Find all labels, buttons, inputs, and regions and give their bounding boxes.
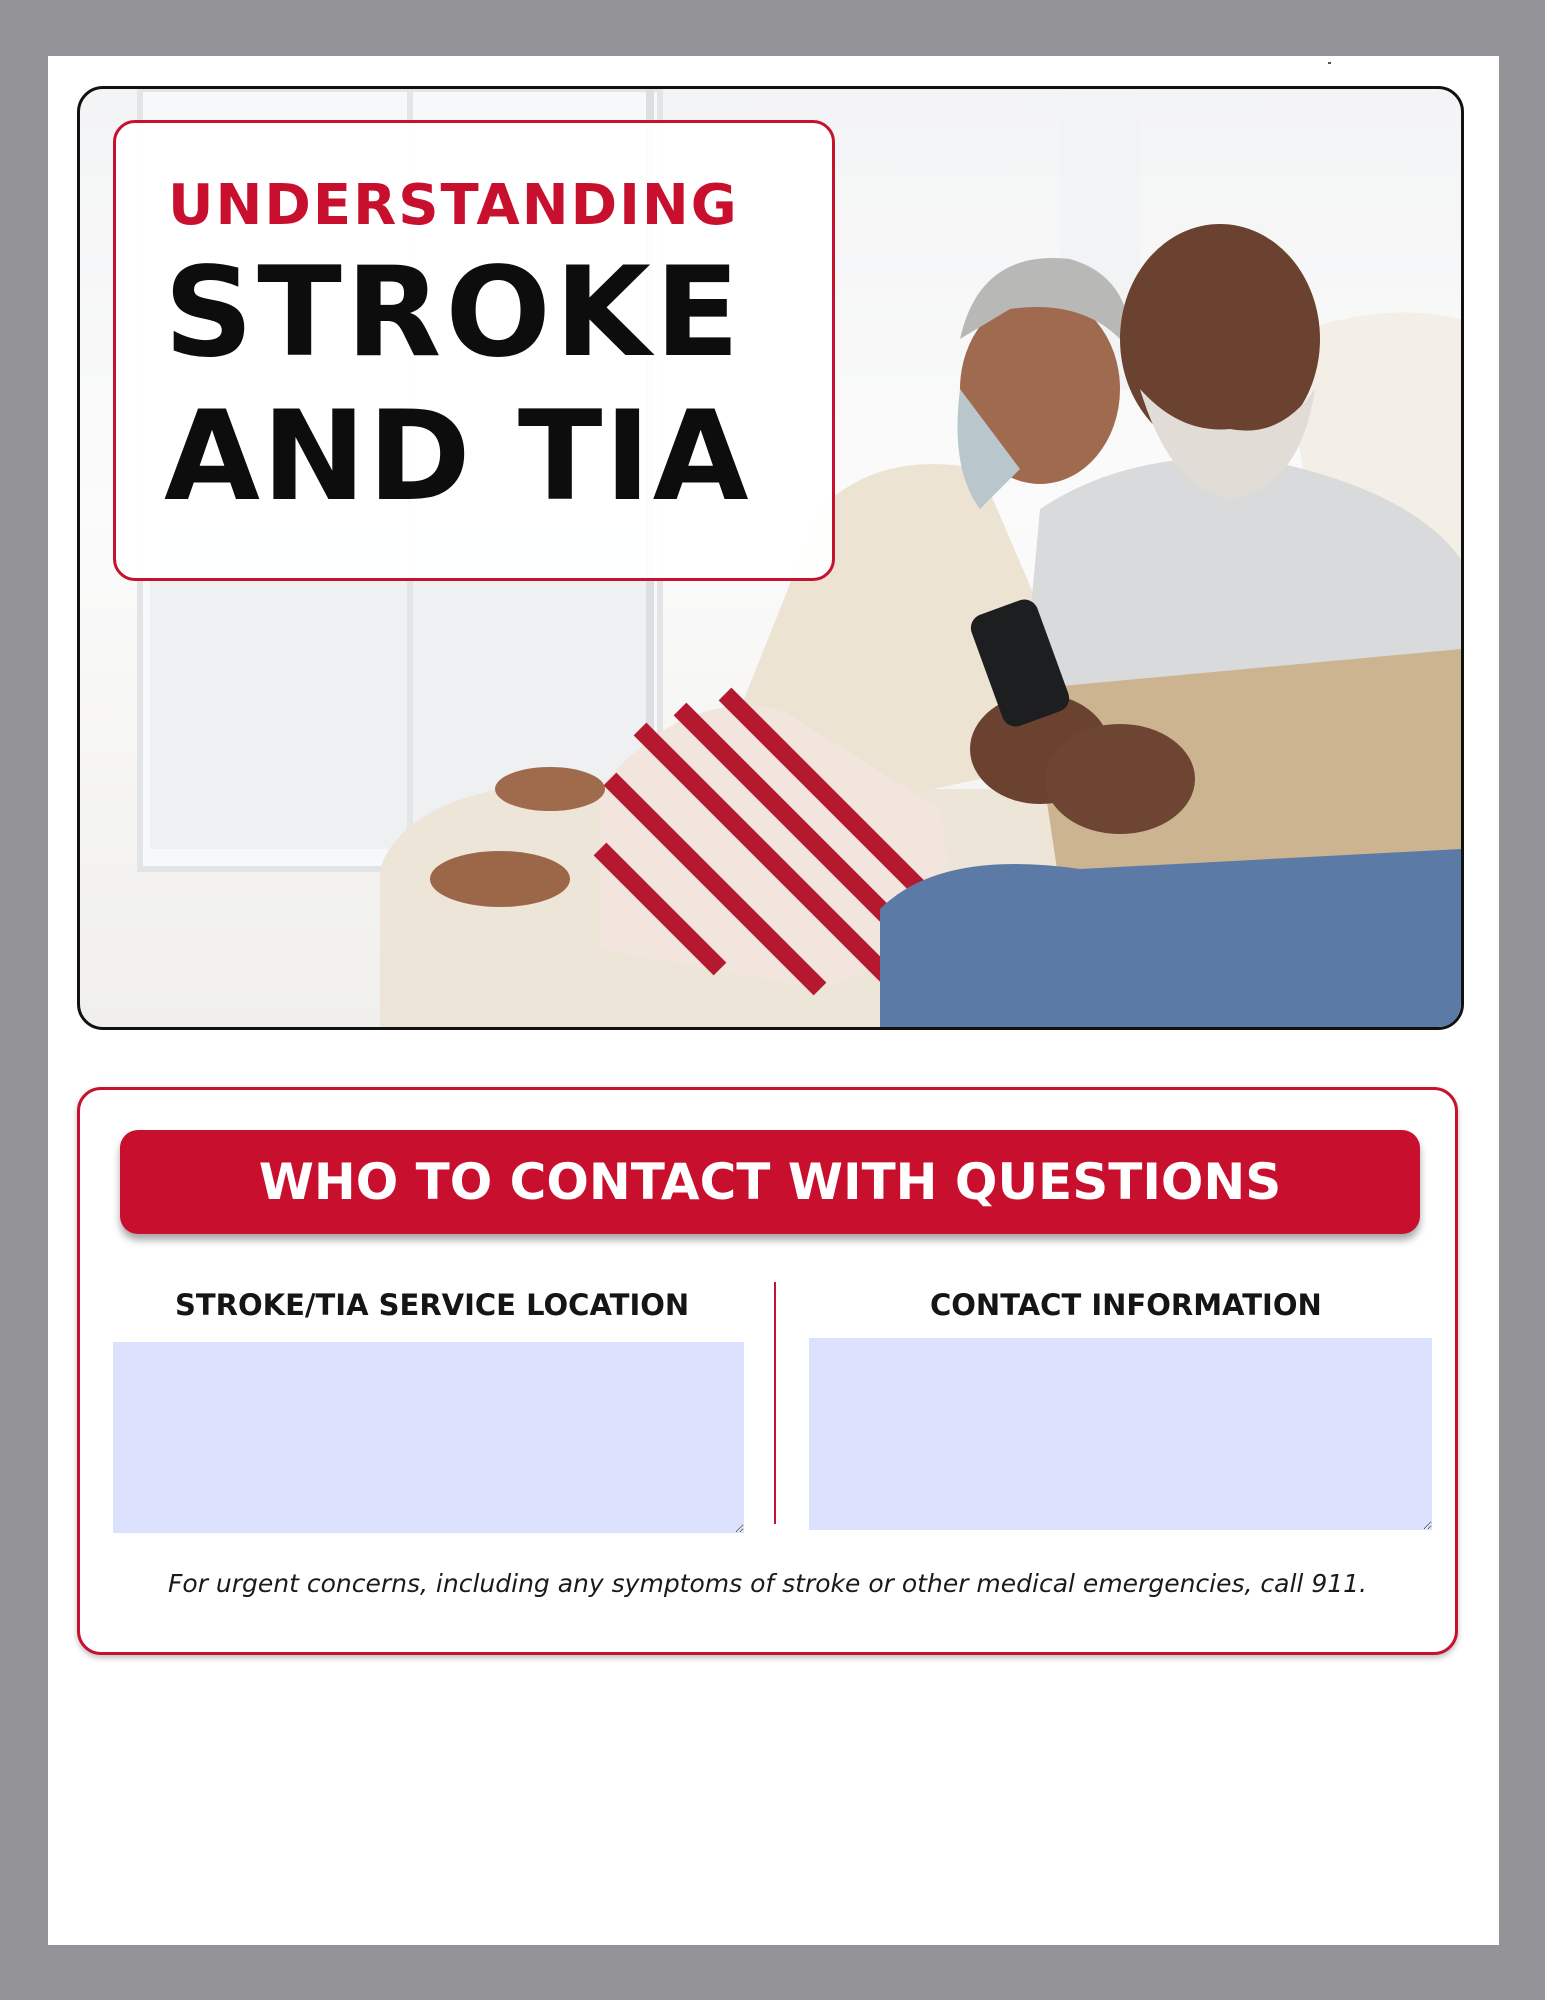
contact-banner bbox=[120, 1130, 1420, 1234]
service-location-field[interactable] bbox=[113, 1342, 744, 1533]
service-location-header: STROKE/TIA SERVICE LOCATION bbox=[175, 1288, 690, 1322]
contact-information-field[interactable] bbox=[809, 1338, 1432, 1530]
contact-information-header: CONTACT INFORMATION bbox=[930, 1288, 1322, 1322]
hero-image bbox=[77, 86, 1464, 1030]
column-divider bbox=[774, 1282, 776, 1524]
document-page bbox=[48, 56, 1499, 1945]
contact-banner-label: WHO TO CONTACT WITH QUESTIONS bbox=[258, 1153, 1282, 1211]
contact-card bbox=[77, 1087, 1458, 1655]
title-line-understanding: UNDERSTANDING bbox=[168, 173, 739, 238]
title-line-and-tia: AND TIA bbox=[164, 385, 751, 529]
title-box bbox=[113, 120, 835, 581]
title-line-stroke: STROKE bbox=[164, 241, 744, 385]
page-mark bbox=[1328, 62, 1331, 64]
urgent-note: For urgent concerns, including any symptoms of stroke or other medical emergencies, call 911. bbox=[168, 1569, 1367, 1598]
